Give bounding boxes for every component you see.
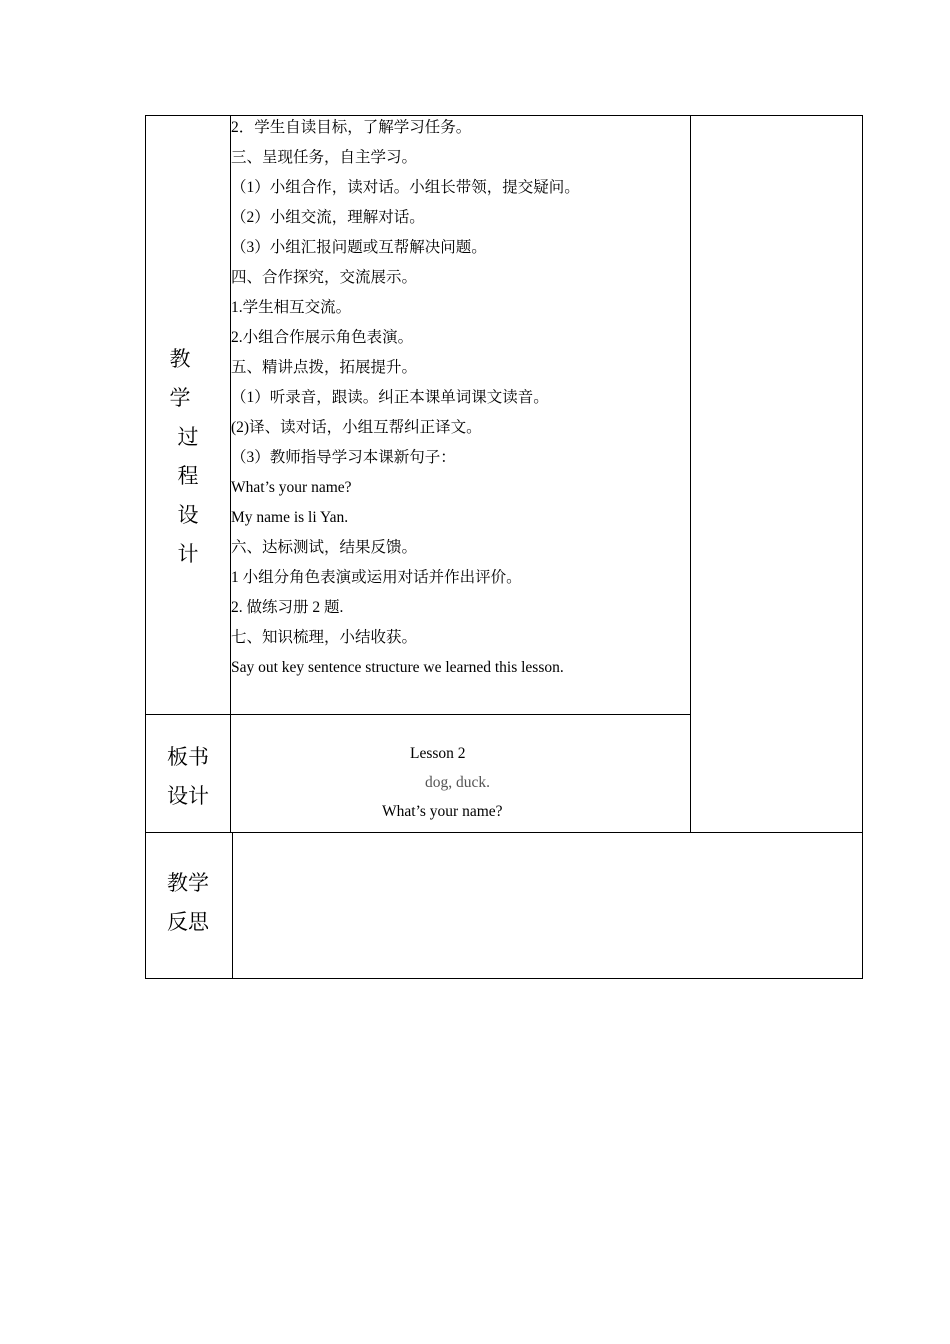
process-line: 1.学生相互交流。 (231, 299, 352, 316)
reflection-label (145, 864, 231, 942)
process-line: 2.小组合作展示角色表演。 (231, 329, 414, 346)
process-label-char: 学 (169, 386, 191, 410)
table-bottom-border (145, 978, 863, 979)
board-content (231, 745, 689, 830)
process-line: 1 小组分角色表演或运用对话并作出评价。 (231, 569, 522, 586)
process-design-label (145, 340, 231, 574)
process-label-char: 教 (169, 347, 191, 371)
process-line: （3）教师指导学习本课新句子： (231, 449, 456, 466)
process-label-char: 过 (177, 425, 199, 449)
table-right-border (862, 115, 863, 979)
process-line: 六、达标测试，结果反馈。 (231, 539, 418, 556)
process-line: 2．学生自读目标，了解学习任务。 (231, 119, 472, 136)
reflection-label-line: 教学 (167, 871, 209, 895)
process-line: (2)译、读对话，小组互帮纠正译文。 (231, 419, 482, 436)
process-line: 2. 做练习册 2 题. (231, 599, 344, 616)
process-line: Say out key sentence structure we learned this lesson. (231, 659, 564, 676)
process-line: 七、知识梳理，小结收获。 (231, 629, 418, 646)
process-line: 四、合作探究，交流展示。 (231, 269, 418, 286)
reflection-label-divider (232, 832, 233, 979)
board-question: What’s your name? (382, 803, 503, 820)
process-line: 五、精讲点拨，拓展提升。 (231, 359, 418, 376)
board-bottom-border (145, 832, 863, 833)
process-label-char: 设 (177, 503, 199, 527)
process-label-char: 程 (177, 464, 199, 488)
process-bottom-border (145, 714, 690, 715)
process-line: My name is li Yan. (231, 509, 349, 526)
process-line: （1）小组合作，读对话。小组长带领，提交疑问。 (231, 179, 580, 196)
process-line: （1）听录音，跟读。纠正本课单词课文读音。 (231, 389, 549, 406)
board-design-label (145, 738, 231, 816)
reflection-label-line: 反思 (167, 910, 209, 934)
content-right-divider (690, 115, 691, 833)
board-label-line: 设计 (167, 784, 209, 808)
process-line: 三、呈现任务，自主学习。 (231, 149, 418, 166)
process-line: What’s your name? (231, 479, 352, 496)
board-vocabulary: dog, duck. (425, 774, 491, 791)
process-content (231, 117, 689, 687)
table-top-border (145, 115, 863, 116)
process-line: （3）小组汇报问题或互帮解决问题。 (231, 239, 487, 256)
process-label-char: 计 (177, 542, 199, 566)
board-lesson-title: Lesson 2 (410, 745, 466, 762)
process-line: （2）小组交流，理解对话。 (231, 209, 425, 226)
board-label-line: 板书 (167, 745, 209, 769)
